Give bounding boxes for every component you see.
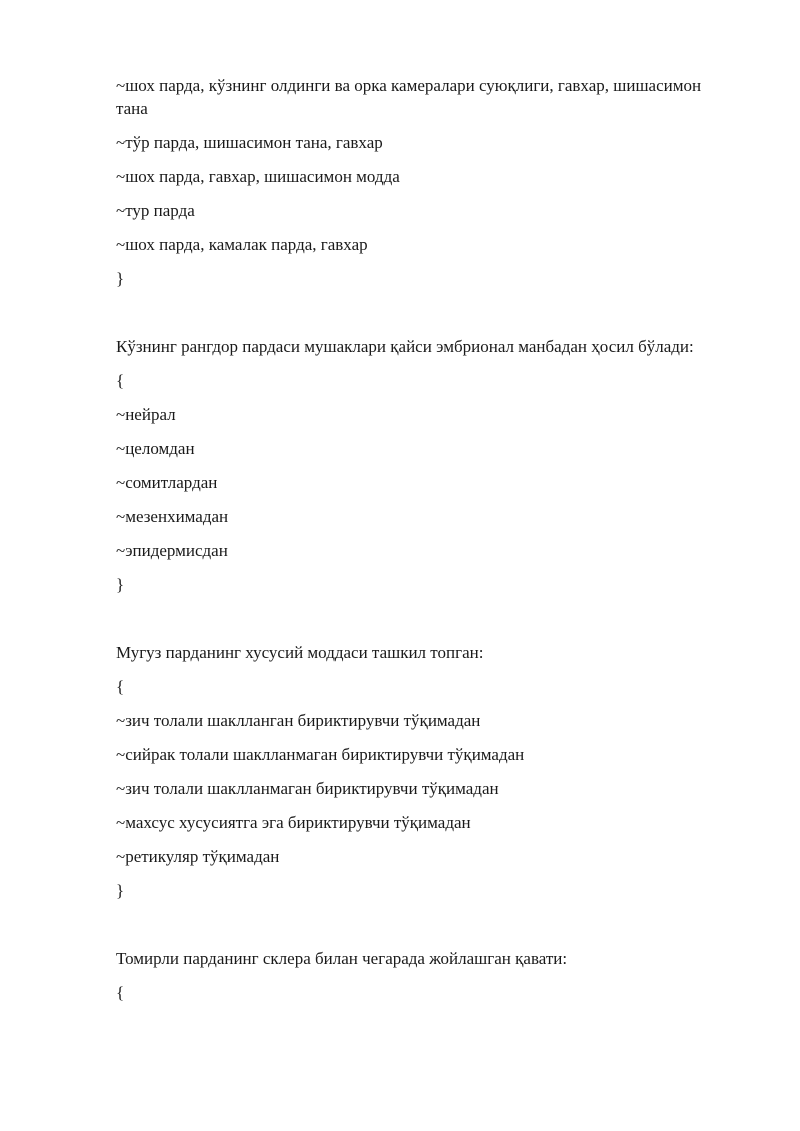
option-line: ~зич толали шаклланган бириктирувчи тўқимадан	[116, 711, 481, 730]
option-line: ~сомитлардан	[116, 473, 218, 492]
option-line: ~целомдан	[116, 439, 195, 458]
question-text: Томирли парданинг склера билан чегарада жойлашган қавати:	[116, 949, 568, 968]
closing-brace: }	[116, 575, 125, 594]
opening-brace: {	[116, 677, 125, 696]
option-line: ~шох парда, камалак парда, гавхар	[116, 235, 368, 254]
opening-brace: {	[116, 371, 125, 390]
option-line: ~зич толали шаклланмаган бириктирувчи тўқимадан	[116, 779, 499, 798]
question-text: Кўзнинг рангдор пардаси мушаклари қайси эмбрионал манбадан ҳосил бўлади:	[116, 337, 694, 356]
option-line: ~шох парда, кўзнинг олдинги ва орка камералари суюқлиги, гавхар, шишасимон тана	[116, 76, 706, 118]
option-line: ~эпидермисдан	[116, 541, 228, 560]
block-spacer	[116, 913, 706, 947]
option-line: ~шох парда, гавхар, шишасимон модда	[116, 167, 400, 186]
option-line: ~махсус хусусиятга эга бириктирувчи тўқимадан	[116, 813, 471, 832]
question-text: Мугуз парданинг хусусий моддаси ташкил топган:	[116, 643, 484, 662]
document-page	[116, 74, 706, 1015]
closing-brace: }	[116, 881, 125, 900]
closing-brace: }	[116, 269, 125, 288]
option-line: ~мезенхимадан	[116, 507, 229, 526]
block-spacer	[116, 301, 706, 335]
option-line: ~ретикуляр тўқимадан	[116, 847, 280, 866]
option-line: ~тур парда	[116, 201, 195, 220]
option-line: ~сийрак толали шаклланмаган бириктирувчи тўқимадан	[116, 745, 525, 764]
opening-brace: {	[116, 983, 125, 1002]
block-spacer	[116, 607, 706, 641]
option-line: ~тўр парда, шишасимон тана, гавхар	[116, 133, 383, 152]
option-line: ~нейрал	[116, 405, 176, 424]
